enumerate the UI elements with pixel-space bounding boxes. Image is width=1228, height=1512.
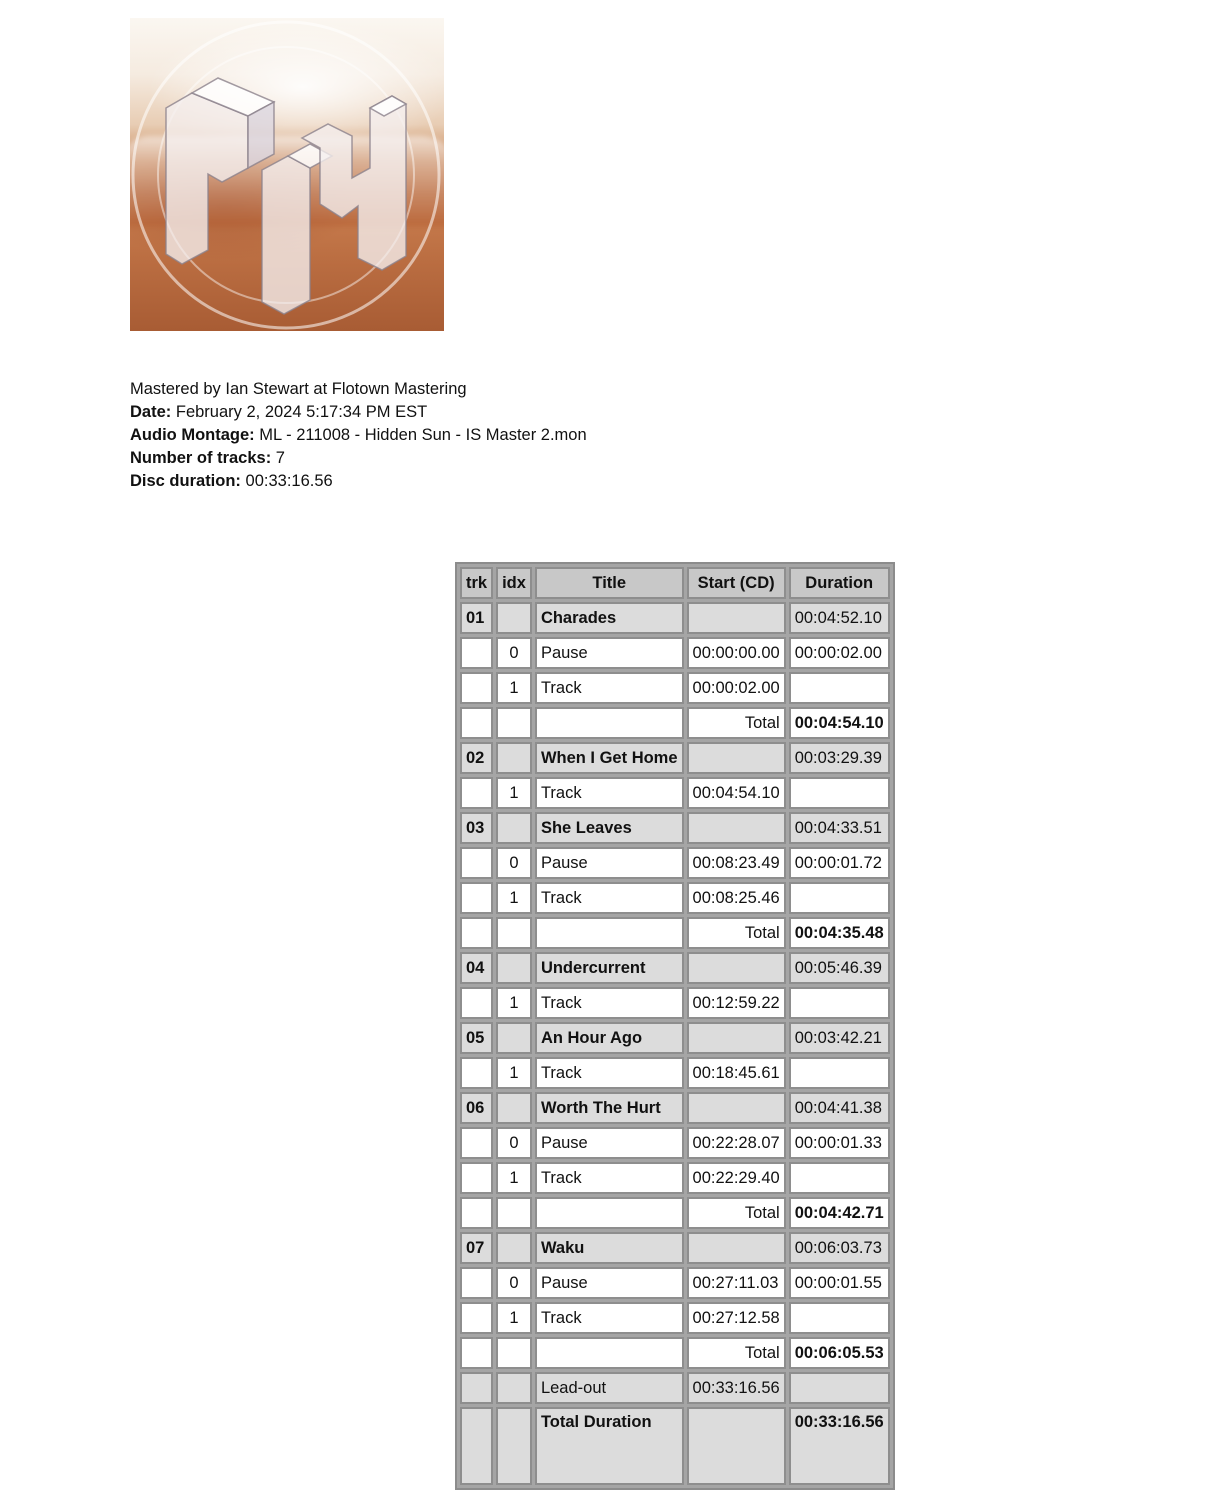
idx-cell: 1 bbox=[496, 882, 532, 914]
idx-cell: 0 bbox=[496, 637, 532, 669]
track-row bbox=[460, 1232, 890, 1264]
duration-cell: 00:00:01.72 bbox=[789, 847, 890, 879]
title-cell: Pause bbox=[535, 1127, 684, 1159]
start-cell: 00:04:54.10 bbox=[687, 777, 786, 809]
title-cell: Waku bbox=[535, 1232, 684, 1264]
column-header-duration: Duration bbox=[789, 567, 890, 599]
disc-duration-line bbox=[130, 470, 587, 493]
trk-cell: 04 bbox=[460, 952, 493, 984]
start-cell bbox=[687, 602, 786, 634]
audio-montage-label: Audio Montage: bbox=[130, 426, 255, 444]
trk-cell bbox=[460, 1127, 493, 1159]
title-cell: Pause bbox=[535, 847, 684, 879]
lead-out-row bbox=[460, 1372, 890, 1404]
title-cell: Track bbox=[535, 987, 684, 1019]
title-cell: Total Duration bbox=[535, 1407, 684, 1485]
disc-duration-value: 00:33:16.56 bbox=[245, 472, 333, 490]
title-cell: Charades bbox=[535, 602, 684, 634]
audio-montage-value: ML - 211008 - Hidden Sun - IS Master 2.mon bbox=[259, 426, 587, 444]
trk-cell: 03 bbox=[460, 812, 493, 844]
duration-cell: 00:04:42.71 bbox=[789, 1197, 890, 1229]
idx-cell: 1 bbox=[496, 1302, 532, 1334]
total-row bbox=[460, 1337, 890, 1369]
album-logo bbox=[130, 18, 444, 331]
date-label: Date: bbox=[130, 403, 172, 421]
duration-cell: 00:05:46.39 bbox=[789, 952, 890, 984]
trk-cell bbox=[460, 1162, 493, 1194]
start-cell: 00:33:16.56 bbox=[687, 1372, 786, 1404]
duration-cell: 00:04:35.48 bbox=[789, 917, 890, 949]
title-cell bbox=[535, 707, 684, 739]
trk-cell bbox=[460, 987, 493, 1019]
start-cell: Total bbox=[687, 707, 786, 739]
duration-cell bbox=[789, 1372, 890, 1404]
idx-cell: 1 bbox=[496, 1162, 532, 1194]
trk-cell bbox=[460, 1267, 493, 1299]
title-cell bbox=[535, 917, 684, 949]
index-row bbox=[460, 1057, 890, 1089]
start-cell bbox=[687, 952, 786, 984]
idx-cell bbox=[496, 1337, 532, 1369]
duration-cell: 00:04:54.10 bbox=[789, 707, 890, 739]
track-table bbox=[455, 562, 895, 1490]
duration-cell: 00:03:42.21 bbox=[789, 1022, 890, 1054]
index-row bbox=[460, 882, 890, 914]
idx-cell: 1 bbox=[496, 672, 532, 704]
title-cell: She Leaves bbox=[535, 812, 684, 844]
idx-cell bbox=[496, 602, 532, 634]
duration-cell bbox=[789, 987, 890, 1019]
start-cell: 00:12:59.22 bbox=[687, 987, 786, 1019]
title-cell: Lead-out bbox=[535, 1372, 684, 1404]
title-cell: An Hour Ago bbox=[535, 1022, 684, 1054]
duration-cell: 00:04:41.38 bbox=[789, 1092, 890, 1124]
index-row bbox=[460, 777, 890, 809]
index-row bbox=[460, 1127, 890, 1159]
start-cell bbox=[687, 1022, 786, 1054]
title-cell: Track bbox=[535, 777, 684, 809]
trk-cell bbox=[460, 1197, 493, 1229]
audio-montage-line bbox=[130, 424, 587, 447]
total-duration-row bbox=[460, 1407, 890, 1485]
start-cell: 00:27:11.03 bbox=[687, 1267, 786, 1299]
duration-cell: 00:04:52.10 bbox=[789, 602, 890, 634]
duration-cell bbox=[789, 777, 890, 809]
idx-cell bbox=[496, 742, 532, 774]
duration-cell bbox=[789, 882, 890, 914]
start-cell: Total bbox=[687, 1337, 786, 1369]
start-cell: 00:08:23.49 bbox=[687, 847, 786, 879]
start-cell: 00:00:00.00 bbox=[687, 637, 786, 669]
duration-cell: 00:00:01.55 bbox=[789, 1267, 890, 1299]
mastered-by-text: Mastered by Ian Stewart at Flotown Mastering bbox=[130, 380, 467, 398]
trk-cell bbox=[460, 1302, 493, 1334]
track-row bbox=[460, 602, 890, 634]
duration-cell bbox=[789, 1162, 890, 1194]
trk-cell bbox=[460, 1337, 493, 1369]
start-cell bbox=[687, 1232, 786, 1264]
start-cell: Total bbox=[687, 1197, 786, 1229]
start-cell bbox=[687, 812, 786, 844]
number-of-tracks-line bbox=[130, 447, 587, 470]
idx-cell bbox=[496, 1232, 532, 1264]
duration-cell: 00:06:03.73 bbox=[789, 1232, 890, 1264]
title-cell: Track bbox=[535, 1057, 684, 1089]
number-of-tracks-value: 7 bbox=[275, 449, 285, 467]
idx-cell bbox=[496, 952, 532, 984]
index-row bbox=[460, 1162, 890, 1194]
table-header-row bbox=[460, 567, 890, 599]
idx-cell: 0 bbox=[496, 847, 532, 879]
start-cell: 00:00:02.00 bbox=[687, 672, 786, 704]
title-cell: Pause bbox=[535, 637, 684, 669]
date-line bbox=[130, 401, 587, 424]
index-row bbox=[460, 987, 890, 1019]
duration-cell bbox=[789, 1057, 890, 1089]
trk-cell: 07 bbox=[460, 1232, 493, 1264]
column-header-start: Start (CD) bbox=[687, 567, 786, 599]
idx-cell bbox=[496, 707, 532, 739]
duration-cell: 00:04:33.51 bbox=[789, 812, 890, 844]
trk-cell bbox=[460, 1407, 493, 1485]
title-cell: Track bbox=[535, 672, 684, 704]
idx-cell: 1 bbox=[496, 1057, 532, 1089]
disc-info bbox=[130, 378, 587, 493]
index-row bbox=[460, 847, 890, 879]
duration-cell: 00:00:01.33 bbox=[789, 1127, 890, 1159]
trk-cell bbox=[460, 917, 493, 949]
idx-cell: 0 bbox=[496, 1127, 532, 1159]
title-cell: Worth The Hurt bbox=[535, 1092, 684, 1124]
number-of-tracks-label: Number of tracks: bbox=[130, 449, 272, 467]
start-cell: 00:27:12.58 bbox=[687, 1302, 786, 1334]
start-cell: 00:22:29.40 bbox=[687, 1162, 786, 1194]
index-row bbox=[460, 1302, 890, 1334]
idx-cell bbox=[496, 1092, 532, 1124]
trk-cell bbox=[460, 847, 493, 879]
trk-cell: 02 bbox=[460, 742, 493, 774]
duration-cell: 00:06:05.53 bbox=[789, 1337, 890, 1369]
start-cell: 00:18:45.61 bbox=[687, 1057, 786, 1089]
trk-cell bbox=[460, 672, 493, 704]
title-cell bbox=[535, 1197, 684, 1229]
trk-cell bbox=[460, 637, 493, 669]
idx-cell bbox=[496, 1407, 532, 1485]
start-cell: 00:08:25.46 bbox=[687, 882, 786, 914]
idx-cell bbox=[496, 1197, 532, 1229]
column-header-title: Title bbox=[535, 567, 684, 599]
trk-cell: 01 bbox=[460, 602, 493, 634]
trk-cell bbox=[460, 777, 493, 809]
track-row bbox=[460, 952, 890, 984]
date-value: February 2, 2024 5:17:34 PM EST bbox=[175, 403, 428, 421]
duration-cell: 00:03:29.39 bbox=[789, 742, 890, 774]
title-cell: Track bbox=[535, 1162, 684, 1194]
idx-cell: 1 bbox=[496, 777, 532, 809]
mastered-by-line bbox=[130, 378, 587, 401]
idx-cell: 1 bbox=[496, 987, 532, 1019]
title-cell bbox=[535, 1337, 684, 1369]
total-row bbox=[460, 1197, 890, 1229]
trk-cell: 05 bbox=[460, 1022, 493, 1054]
start-cell bbox=[687, 742, 786, 774]
track-table-container bbox=[455, 562, 895, 1490]
start-cell: Total bbox=[687, 917, 786, 949]
duration-cell bbox=[789, 672, 890, 704]
duration-cell bbox=[789, 1302, 890, 1334]
trk-cell: 06 bbox=[460, 1092, 493, 1124]
trk-cell bbox=[460, 1372, 493, 1404]
start-cell: 00:22:28.07 bbox=[687, 1127, 786, 1159]
index-row bbox=[460, 1267, 890, 1299]
track-table-body bbox=[460, 602, 890, 1485]
title-cell: Undercurrent bbox=[535, 952, 684, 984]
track-row bbox=[460, 1022, 890, 1054]
idx-cell bbox=[496, 917, 532, 949]
trk-cell bbox=[460, 1057, 493, 1089]
disc-duration-label: Disc duration: bbox=[130, 472, 241, 490]
trk-cell bbox=[460, 882, 493, 914]
idx-cell: 0 bbox=[496, 1267, 532, 1299]
title-cell: Track bbox=[535, 1302, 684, 1334]
idx-cell bbox=[496, 1022, 532, 1054]
track-row bbox=[460, 1092, 890, 1124]
track-row bbox=[460, 742, 890, 774]
idx-cell bbox=[496, 1372, 532, 1404]
column-header-idx: idx bbox=[496, 567, 532, 599]
title-cell: Track bbox=[535, 882, 684, 914]
idx-cell bbox=[496, 812, 532, 844]
duration-cell: 00:00:02.00 bbox=[789, 637, 890, 669]
logo-emblem bbox=[130, 18, 444, 331]
start-cell bbox=[687, 1407, 786, 1485]
total-row bbox=[460, 917, 890, 949]
index-row bbox=[460, 637, 890, 669]
column-header-trk: trk bbox=[460, 567, 493, 599]
title-cell: When I Get Home bbox=[535, 742, 684, 774]
title-cell: Pause bbox=[535, 1267, 684, 1299]
track-row bbox=[460, 812, 890, 844]
start-cell bbox=[687, 1092, 786, 1124]
trk-cell bbox=[460, 707, 493, 739]
index-row bbox=[460, 672, 890, 704]
duration-cell: 00:33:16.56 bbox=[789, 1407, 890, 1485]
total-row bbox=[460, 707, 890, 739]
